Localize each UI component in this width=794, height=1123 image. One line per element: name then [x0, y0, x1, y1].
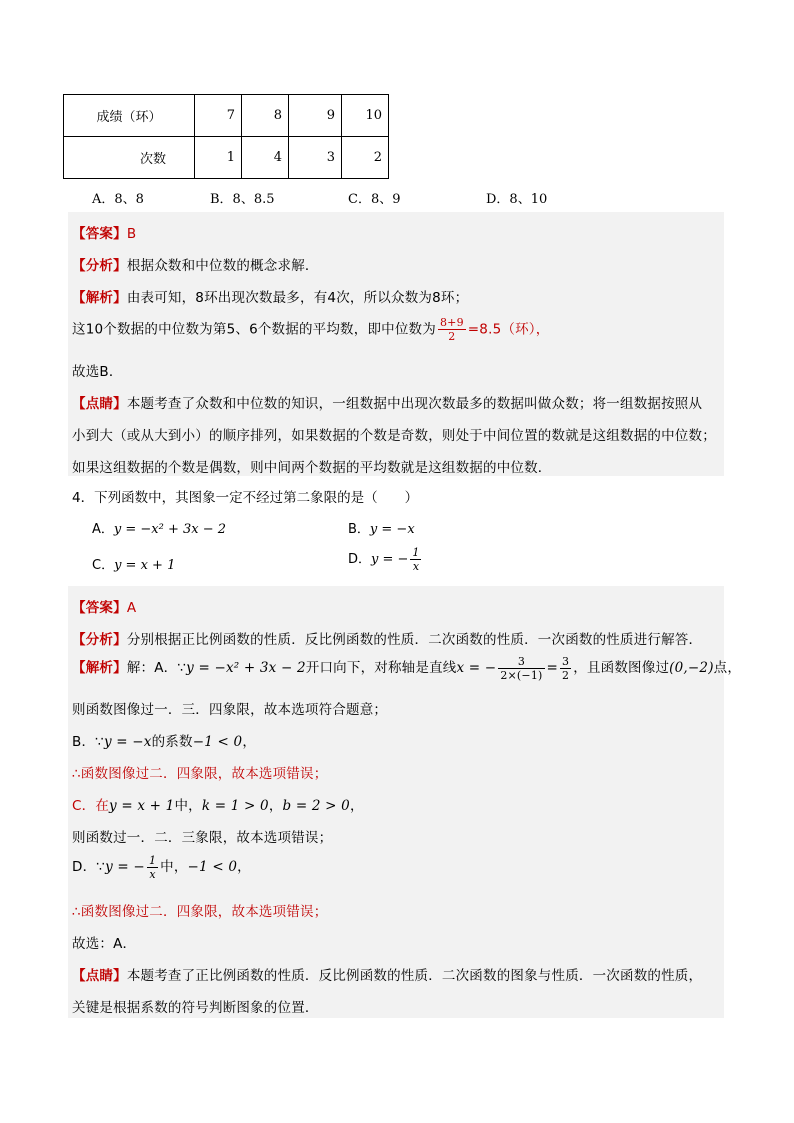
table-cell: 4: [242, 137, 289, 179]
solution-expr: y = −x: [103, 734, 152, 750]
option-fraction: [410, 546, 421, 573]
fraction-numerator: 1: [412, 546, 420, 559]
option-expr: y = −x² + 3x − 2: [113, 522, 227, 537]
q4-answer: [72, 596, 136, 616]
option-c: C．8、9: [348, 192, 401, 207]
solution-text: ，: [268, 798, 283, 814]
option-expr: y = x + 1: [114, 558, 176, 573]
solution-expr: k = 1 > 0: [201, 798, 269, 814]
q3-answer: [72, 222, 136, 242]
table-header-count: 次数: [64, 137, 195, 179]
table-cell: 1: [195, 137, 242, 179]
solution-text: ，: [242, 734, 257, 750]
solution-expr: (0,−2): [669, 660, 714, 676]
solution-text: C．在: [72, 798, 110, 814]
solution-tag: 【解析】: [72, 660, 127, 676]
q4-option-c: [92, 554, 175, 573]
q4-comment-2: 关键是根据系数的符号判断图象的位置．: [72, 1000, 319, 1016]
q3-solution-1: [72, 286, 468, 306]
fraction-numerator: 1: [148, 853, 157, 867]
axis-fraction-2: [560, 655, 571, 682]
solution-text: 的系数: [151, 734, 193, 750]
q4-solution-7: [72, 852, 251, 882]
option-label: B．: [348, 522, 370, 537]
table-cell: 3: [289, 137, 342, 179]
solution-text: =8.5（环），: [467, 321, 550, 338]
solution-text: 中，: [160, 859, 188, 875]
option-a: A．8、8: [92, 192, 144, 207]
table-row: [64, 137, 389, 179]
table-cell: 9: [289, 95, 342, 137]
q3-comment-1: [72, 392, 702, 412]
solution-expr: =: [546, 660, 559, 676]
solution-expr: b = 2 > 0: [282, 798, 350, 814]
table-cell: 10: [342, 95, 389, 137]
q4-stem: 4．下列函数中，其图象一定不经过第二象限的是（ ）: [72, 490, 419, 506]
solution-fraction: [147, 854, 158, 881]
fraction-denominator: 2×(−1): [500, 668, 543, 682]
answer-tag: 【答案】: [72, 600, 127, 616]
q3-comment-2: 小到大（或从大到小）的顺序排列，如果数据的个数是奇数，则处于中间位置的数就是这组数据的中位数；: [72, 428, 716, 444]
fraction-denominator: x: [149, 867, 156, 881]
comment-text: 本题考查了正比例函数的性质．反比例函数的性质．二次函数的图象与性质．一次函数的性质，: [126, 968, 703, 984]
median-fraction: [438, 316, 466, 343]
solution-expr: y = −x² + 3x − 2: [186, 660, 306, 676]
q3-solution-2: [72, 316, 549, 343]
analysis-text: 分别根据正比例函数的性质．反比例函数的性质．二次函数的性质．一次函数的性质进行解答．: [126, 632, 703, 648]
fraction-numerator: 3: [562, 654, 570, 668]
solution-text: 开口向下，对称轴是直线: [305, 660, 457, 676]
solution-text: ，且函数图像过: [573, 660, 670, 676]
option-label: D．: [348, 552, 372, 567]
option-d: D．8、10: [486, 192, 548, 207]
q4-solution-3: [72, 730, 256, 750]
q4-option-d: [348, 546, 423, 573]
q3-solution-3: 故选B．: [72, 364, 123, 380]
fraction-denominator: x: [412, 560, 420, 573]
q4-solution-1: [72, 652, 741, 684]
q4-solution-6: 则函数过一．二．三象限，故本选项错误；: [72, 830, 333, 846]
table-header-score: 成绩（环）: [64, 95, 195, 137]
solution-tag: 【解析】: [72, 290, 127, 306]
comment-tag: 【点睛】: [72, 396, 127, 412]
comment-tag: 【点睛】: [72, 968, 127, 984]
solution-text: ，: [237, 859, 251, 875]
option-b: B．8、8.5: [210, 192, 275, 207]
q4-option-b: [348, 518, 415, 537]
fraction-denominator: 2: [448, 330, 456, 343]
solution-text: 解：A．∵: [126, 660, 187, 676]
fraction-numerator: 3: [498, 655, 544, 669]
solution-text: ，: [349, 798, 364, 814]
q4-solution-5: [72, 794, 364, 814]
solution-expr: −1 < 0: [192, 734, 243, 750]
q4-option-a: [92, 518, 226, 537]
fraction-denominator: 2: [562, 668, 570, 682]
q3-analysis: [72, 254, 319, 274]
solution-text: 点，: [713, 660, 742, 676]
q4-comment-1: [72, 964, 702, 984]
solution-text: 这10个数据的中位数为第5、6个数据的平均数，即中位数为: [72, 321, 436, 338]
comment-text: 本题考查了众数和中位数的知识，一组数据中出现次数最多的数据叫做众数；将一组数据按照从: [126, 396, 703, 412]
q4-solution-4: ∴函数图像过二．四象限，故本选项错误；: [72, 766, 328, 782]
solution-expr: −1 < 0: [187, 859, 238, 875]
q4-solution-9: 故选：A．: [72, 936, 137, 952]
table-cell: 7: [195, 95, 242, 137]
option-label: C．: [92, 558, 115, 573]
table-cell: 2: [342, 137, 389, 179]
option-expr: y = −x: [369, 522, 415, 537]
answer-value: A: [126, 600, 137, 616]
solution-expr: x = −: [456, 660, 497, 676]
solution-text: 中，: [174, 798, 202, 814]
solution-text: B．∵: [72, 734, 104, 750]
q4-analysis: [72, 628, 702, 648]
q3-options: [92, 188, 692, 208]
analysis-text: 根据众数和中位数的概念求解．: [126, 258, 319, 274]
answer-tag: 【答案】: [72, 226, 127, 242]
solution-expr: y = x + 1: [109, 798, 175, 814]
analysis-tag: 【分析】: [72, 632, 127, 648]
analysis-tag: 【分析】: [72, 258, 127, 274]
solution-text: D．∵: [72, 859, 106, 875]
q3-comment-3: 如果这组数据的个数是偶数，则中间两个数据的平均数就是这组数据的中位数．: [72, 460, 552, 476]
table-row: [64, 95, 389, 137]
solution-text: 由表可知，8环出现次数最多，有4次，所以众数为8环；: [126, 290, 469, 306]
option-expr: y = −: [371, 552, 409, 567]
axis-fraction-1: [498, 655, 544, 682]
solution-expr: y = −: [105, 859, 145, 875]
answer-value: B: [126, 226, 137, 242]
option-label: A．: [92, 522, 114, 537]
q4-solution-8: ∴函数图像过二．四象限，故本选项错误；: [72, 904, 328, 920]
q4-solution-2: 则函数图像过一．三．四象限，故本选项符合题意；: [72, 702, 388, 718]
fraction-numerator: 8+9: [439, 316, 464, 329]
score-table: [63, 94, 389, 179]
table-cell: 8: [242, 95, 289, 137]
